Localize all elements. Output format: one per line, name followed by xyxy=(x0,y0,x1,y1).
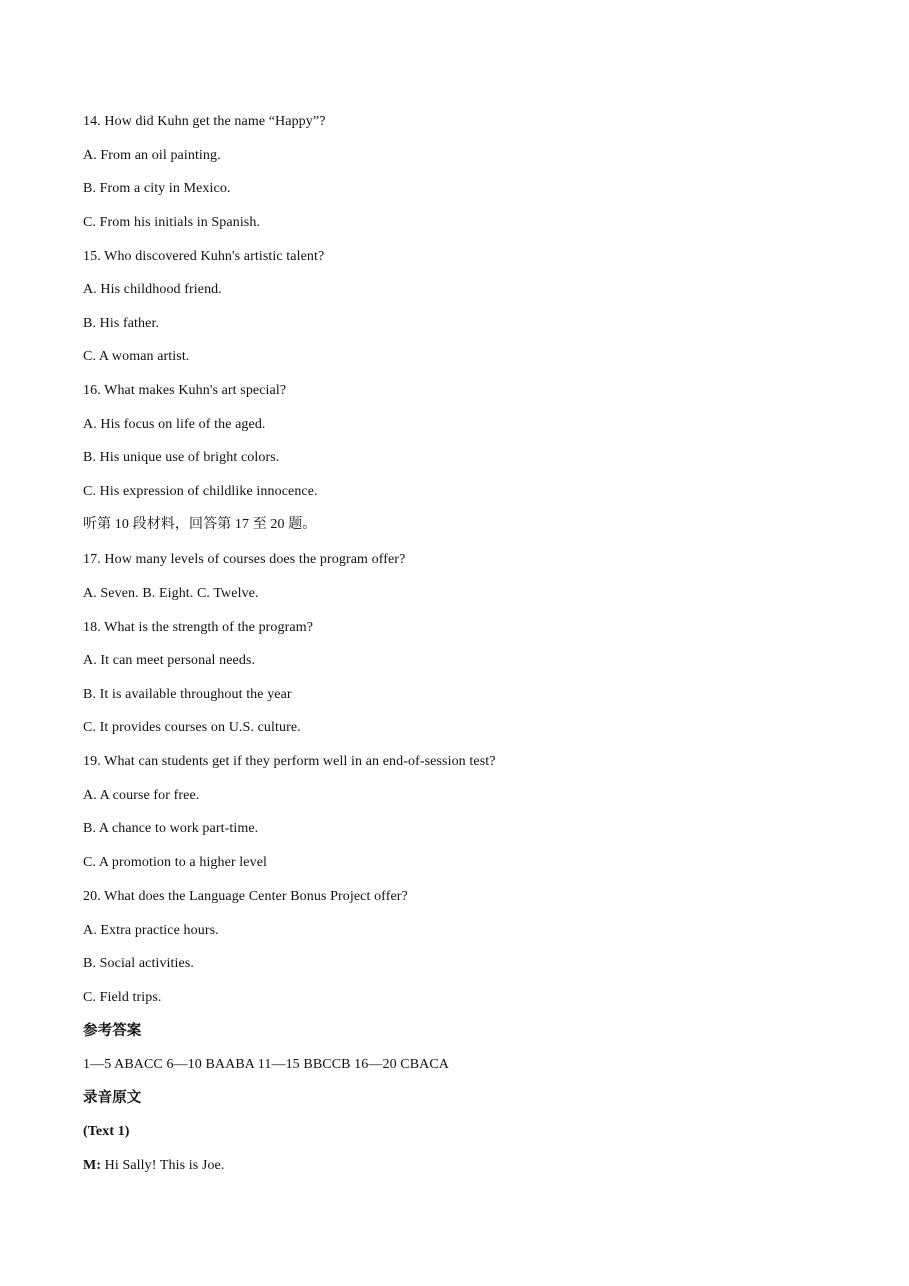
option-15b: B. His father. xyxy=(83,316,160,331)
option-19c: C. A promotion to a higher level xyxy=(83,855,268,870)
question-16: 16. What makes Kuhn's art special? xyxy=(83,383,287,398)
option-19a: A. A course for free. xyxy=(83,788,200,803)
option-16b: B. His unique use of bright colors. xyxy=(83,450,280,465)
transcript-heading: 录音原文 xyxy=(83,1090,142,1106)
option-18b: B. It is available throughout the year xyxy=(83,687,292,702)
answers-heading: 参考答案 xyxy=(83,1023,142,1039)
question-19: 19. What can students get if they perform well in an end-of-session test? xyxy=(83,754,496,769)
question-15: 15. Who discovered Kuhn's artistic talent? xyxy=(83,249,325,264)
question-18: 18. What is the strength of the program? xyxy=(83,620,314,635)
option-14c: C. From his initials in Spanish. xyxy=(83,215,261,230)
transcript-line xyxy=(83,1157,224,1175)
option-16a: A. His focus on life of the aged. xyxy=(83,417,266,432)
option-16c: C. His expression of childlike innocence. xyxy=(83,484,318,499)
question-14: 14. How did Kuhn get the name “Happy”? xyxy=(83,114,326,129)
option-20c: C. Field trips. xyxy=(83,990,162,1005)
question-20: 20. What does the Language Center Bonus Project offer? xyxy=(83,889,408,904)
section-instruction: 听第 10 段材料，回答第 17 至 20 题。 xyxy=(83,517,317,532)
speech-text: Hi Sally! This is Joe. xyxy=(101,1158,225,1173)
option-19b: B. A chance to work part-time. xyxy=(83,821,259,836)
transcript-section-label: (Text 1) xyxy=(83,1124,130,1139)
question-17: 17. How many levels of courses does the program offer? xyxy=(83,552,406,567)
option-14a: A. From an oil painting. xyxy=(83,148,221,163)
option-15c: C. A woman artist. xyxy=(83,349,190,364)
option-18c: C. It provides courses on U.S. culture. xyxy=(83,720,301,735)
option-18a: A. It can meet personal needs. xyxy=(83,653,256,668)
option-14b: B. From a city in Mexico. xyxy=(83,181,231,196)
speaker-label: M: xyxy=(83,1158,102,1173)
answer-key: 1—5 ABACC 6—10 BAABA 11—15 BBCCB 16—20 CBACA xyxy=(83,1057,450,1072)
option-20a: A. Extra practice hours. xyxy=(83,923,219,938)
option-15a: A. His childhood friend. xyxy=(83,282,222,297)
option-20b: B. Social activities. xyxy=(83,956,194,971)
options-17: A. Seven. B. Eight. C. Twelve. xyxy=(83,586,259,601)
